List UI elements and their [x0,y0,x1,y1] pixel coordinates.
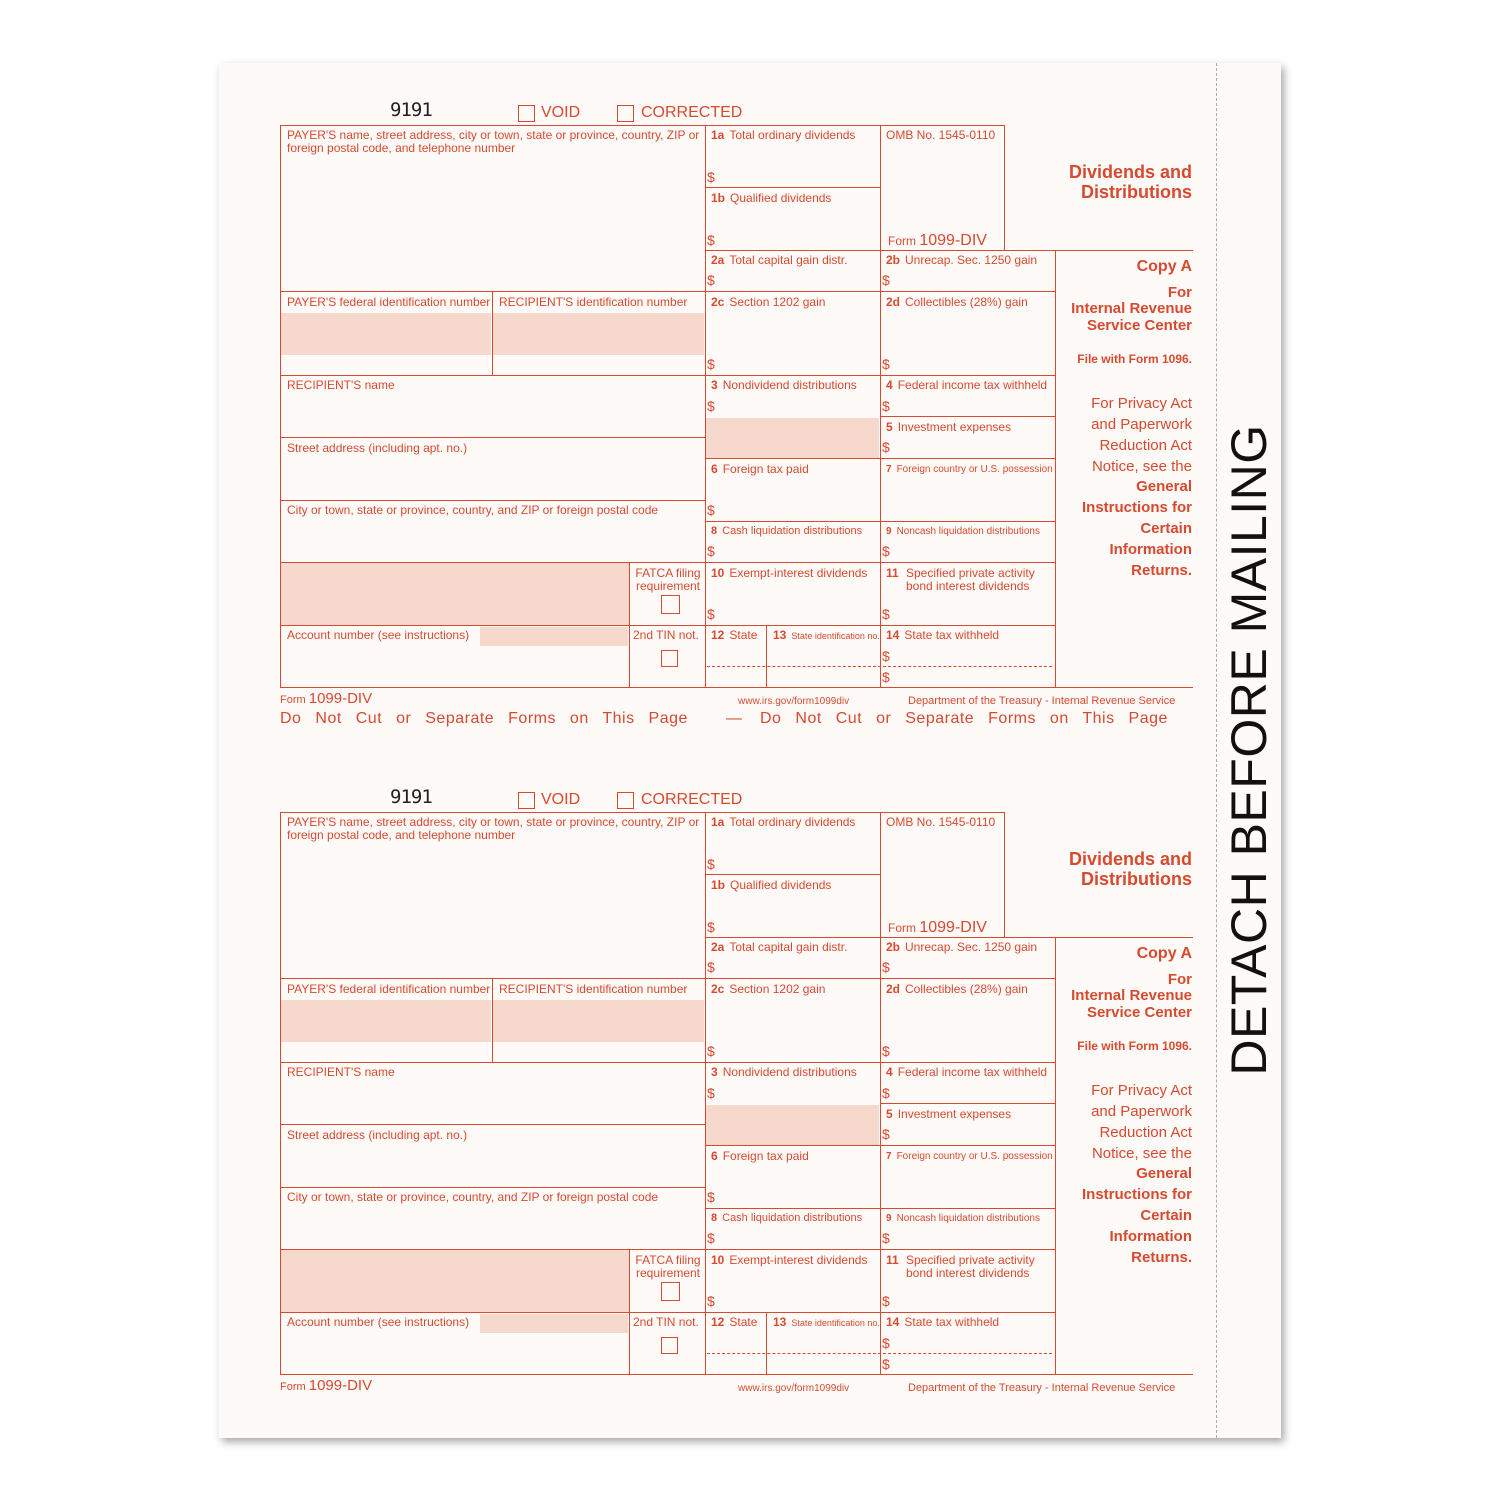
irs-url[interactable]: www.irs.gov/form1099div [738,1383,850,1394]
payer-info-label: PAYER'S name, street address, city or town, state or province, country, ZIP or foreign postal code, and telephone number [287,128,700,155]
box-8-label: Cash liquidation distributions [722,1212,863,1224]
account-number-label: Account number (see instructions) [287,1315,470,1329]
form-copy-1: 9191 VOID CORRECTED PAYER'S name, street address, city or town, state or province, country, ZIP or foreign postal code, and telephone number PAYER'S federal identification number RECIPIENT'S identification number RECIPIENT'S name Street address (including apt. no.) City or town, state or province, country, and ZIP or foreign postal code FATCA filing requirement Account number (see instructions) 2nd TIN not. 1a Total ordinary dividends 1b Qualified dividends 2a Total capital gain distr. 2b Unrecap. Sec. 1250 gain 2c Section 1202 gain 2d Collectibles (28%) gain 3 Nondividend distributions 4 Federal income tax withheld 5 Investment expenses 6 Foreign tax paid 7 Foreign country or U.S. possession 8 Cash liquidation distributions 9 Noncash liquidation distributions 10 Exempt-interest dividends 11 Specified private activity bond interest dividends 12 State 13 State identification no. 14 State tax withheld $ $ $ $ $ $ $ $ $ $ $ $ $ $ $ $ OMB No. 1545-0110 Form 1099-DIV Dividends and Distributions Copy A For Internal Revenue Service Center File with Form 1096. For Privacy Act and Paperwork Reduction Act Notice, see the General Instructions for Certain Information Returns. Form 1099-DIV www.irs.gov/form1099div Department of the Treasury - Internal Revenue Service [280,99,1192,707]
general-instructions: General Instructions for Certain Information Returns. [1081,478,1192,579]
void-checkbox[interactable] [518,105,535,122]
box-14-label: State tax withheld [904,628,1000,642]
box-3-label: Nondividend distributions [722,1065,857,1079]
box-2c-label: Section 1202 gain [729,295,826,309]
city-label: City or town, state or province, country, and ZIP or foreign postal code [287,1190,659,1204]
payer-tin-label: PAYER'S federal identification number [287,295,491,309]
box-1b-label: Qualified dividends [730,191,832,205]
box-6-label: Foreign tax paid [722,1149,809,1163]
box-10-label: Exempt-interest dividends [729,1253,868,1267]
box-9-label: Noncash liquidation distributions [896,1213,1040,1224]
file-with-label: File with Form 1096. [1077,352,1192,366]
void-label: VOID [541,104,581,121]
recipient-tin-label: RECIPIENT'S identification number [499,295,688,309]
form-title: Dividends and Distributions [1068,849,1192,889]
box-5-label: Investment expenses [897,1107,1012,1121]
second-tin-label: 2nd TIN not. [633,1315,699,1329]
box-2a-label: Total capital gain distr. [729,940,848,954]
corrected-checkbox[interactable] [617,792,634,809]
corrected-checkbox[interactable] [617,105,634,122]
void-checkbox[interactable] [518,792,535,809]
recipient-name-label: RECIPIENT'S name [287,1065,395,1079]
form-title: Dividends and Distributions [1068,162,1192,202]
form-name: 1099-DIV [919,919,987,936]
payer-info-label: PAYER'S name, street address, city or town, state or province, country, ZIP or foreign postal code, and telephone number [287,815,700,842]
box-12-label: State [729,628,758,642]
corrected-label: CORRECTED [641,791,743,808]
account-number-label: Account number (see instructions) [287,628,470,642]
box-2b-label: Unrecap. Sec. 1250 gain [905,940,1038,954]
city-label: City or town, state or province, country, and ZIP or foreign postal code [287,503,659,517]
do-not-cut-left: Do Not Cut or Separate Forms on This Page [280,710,688,727]
copy-for-label: For [1167,971,1192,988]
separator-dash: — [726,710,742,727]
form-code: 9191 [390,99,432,121]
department-label: Department of the Treasury - Internal Revenue Service [908,1382,1176,1394]
box-4-label: Federal income tax withheld [897,1065,1048,1079]
box-10-label: Exempt-interest dividends [729,566,868,580]
do-not-cut-right: Do Not Cut or Separate Forms on This Page [760,710,1168,727]
box-2d-label: Collectibles (28%) gain [905,982,1028,996]
privacy-notice: For Privacy Act and Paperwork Reduction Act Notice, see the [1091,395,1192,475]
recipient-name-label: RECIPIENT'S name [287,378,395,392]
fatca-label: FATCA filing requirement [635,1253,701,1280]
department-label: Department of the Treasury - Internal Revenue Service [908,695,1176,707]
omb-number: OMB No. 1545-0110 [886,815,996,829]
box-12-label: State [729,1315,758,1329]
fatca-checkbox[interactable] [661,1282,680,1301]
box-9-label: Noncash liquidation distributions [896,526,1040,537]
street-label: Street address (including apt. no.) [287,1128,468,1142]
copy-a-label: Copy A [1136,258,1192,275]
box-11-label: Specified private activity bond interest dividends [906,1253,1035,1280]
box-1b-label: Qualified dividends [730,878,832,892]
box-14-label: State tax withheld [904,1315,1000,1329]
form-copy-2: 9191 VOID CORRECTED PAYER'S name, street address, city or town, state or province, country, ZIP or foreign postal code, and telephone number PAYER'S federal identification number RECIPIENT'S identification number RECIPIENT'S name Street address (including apt. no.) City or town, state or province, country, and ZIP or foreign postal code FATCA filing requirement Account number (see instructions) 2nd TIN not. 1a Total ordinary dividends 1b Qualified dividends 2a Total capital gain distr. 2b Unrecap. Sec. 1250 gain 2c Section 1202 gain 2d Collectibles (28%) gain 3 Nondividend distributions 4 Federal income tax withheld 5 Investment expenses 6 Foreign tax paid 7 Foreign country or U.S. possession 8 Cash liquidation distributions 9 Noncash liquidation distributions 10 Exempt-interest dividends 11 Specified private activity bond interest dividends 12 State 13 State identification no. 14 State tax withheld $ $ $ $ $ $ $ $ $ $ $ $ $ $ $ $ OMB No. 1545-0110 Form 1099-DIV Dividends and Distributions Copy A For Internal Revenue Service Center File with Form 1096. For Privacy Act and Paperwork Reduction Act Notice, see the General Instructions for Certain Information Returns. Form 1099-DIV www.irs.gov/form1099div Department of the Treasury - Internal Revenue Service [280,786,1192,1394]
copy-irs-label: Internal Revenue Service Center [1071,300,1192,334]
privacy-notice: For Privacy Act and Paperwork Reduction Act Notice, see the [1091,1082,1192,1162]
box-7-label: Foreign country or U.S. possession [896,1151,1053,1162]
box-2b-label: Unrecap. Sec. 1250 gain [905,253,1038,267]
second-tin-checkbox[interactable] [661,650,678,667]
second-tin-checkbox[interactable] [661,1337,678,1354]
copy-a-label: Copy A [1136,945,1192,962]
box-5-label: Investment expenses [897,420,1012,434]
form-code: 9191 [390,786,432,808]
footer-form-name: 1099-DIV [308,1377,373,1394]
file-with-label: File with Form 1096. [1077,1039,1192,1053]
void-label: VOID [541,791,581,808]
form-word: Form [888,234,916,248]
box-2d-label: Collectibles (28%) gain [905,295,1028,309]
fatca-checkbox[interactable] [661,595,680,614]
box-2a-label: Total capital gain distr. [729,253,848,267]
box-1a-label: Total ordinary dividends [729,128,856,142]
box-8-label: Cash liquidation distributions [722,525,863,537]
form-word: Form [888,921,916,935]
second-tin-label: 2nd TIN not. [633,628,699,642]
general-instructions: General Instructions for Certain Information Returns. [1081,1165,1192,1266]
box-13-label: State identification no. [791,1318,880,1328]
footer-form-name: 1099-DIV [308,690,373,707]
street-label: Street address (including apt. no.) [287,441,468,455]
copy-for-label: For [1167,284,1192,301]
box-7-label: Foreign country or U.S. possession [896,464,1053,475]
box-4-label: Federal income tax withheld [897,378,1048,392]
payer-tin-label: PAYER'S federal identification number [287,982,491,996]
omb-number: OMB No. 1545-0110 [886,128,996,142]
recipient-tin-label: RECIPIENT'S identification number [499,982,688,996]
box-11-label: Specified private activity bond interest dividends [906,566,1035,593]
box-3-label: Nondividend distributions [722,378,857,392]
box-6-label: Foreign tax paid [722,462,809,476]
fatca-label: FATCA filing requirement [635,566,701,593]
box-1a-label: Total ordinary dividends [729,815,856,829]
copy-irs-label: Internal Revenue Service Center [1071,987,1192,1021]
box-2c-label: Section 1202 gain [729,982,826,996]
form-name: 1099-DIV [919,232,987,249]
irs-url[interactable]: www.irs.gov/form1099div [738,696,850,707]
box-13-label: State identification no. [791,631,880,641]
detach-before-mailing-text: DETACH BEFORE MAILING [1221,424,1277,1076]
corrected-label: CORRECTED [641,104,743,121]
